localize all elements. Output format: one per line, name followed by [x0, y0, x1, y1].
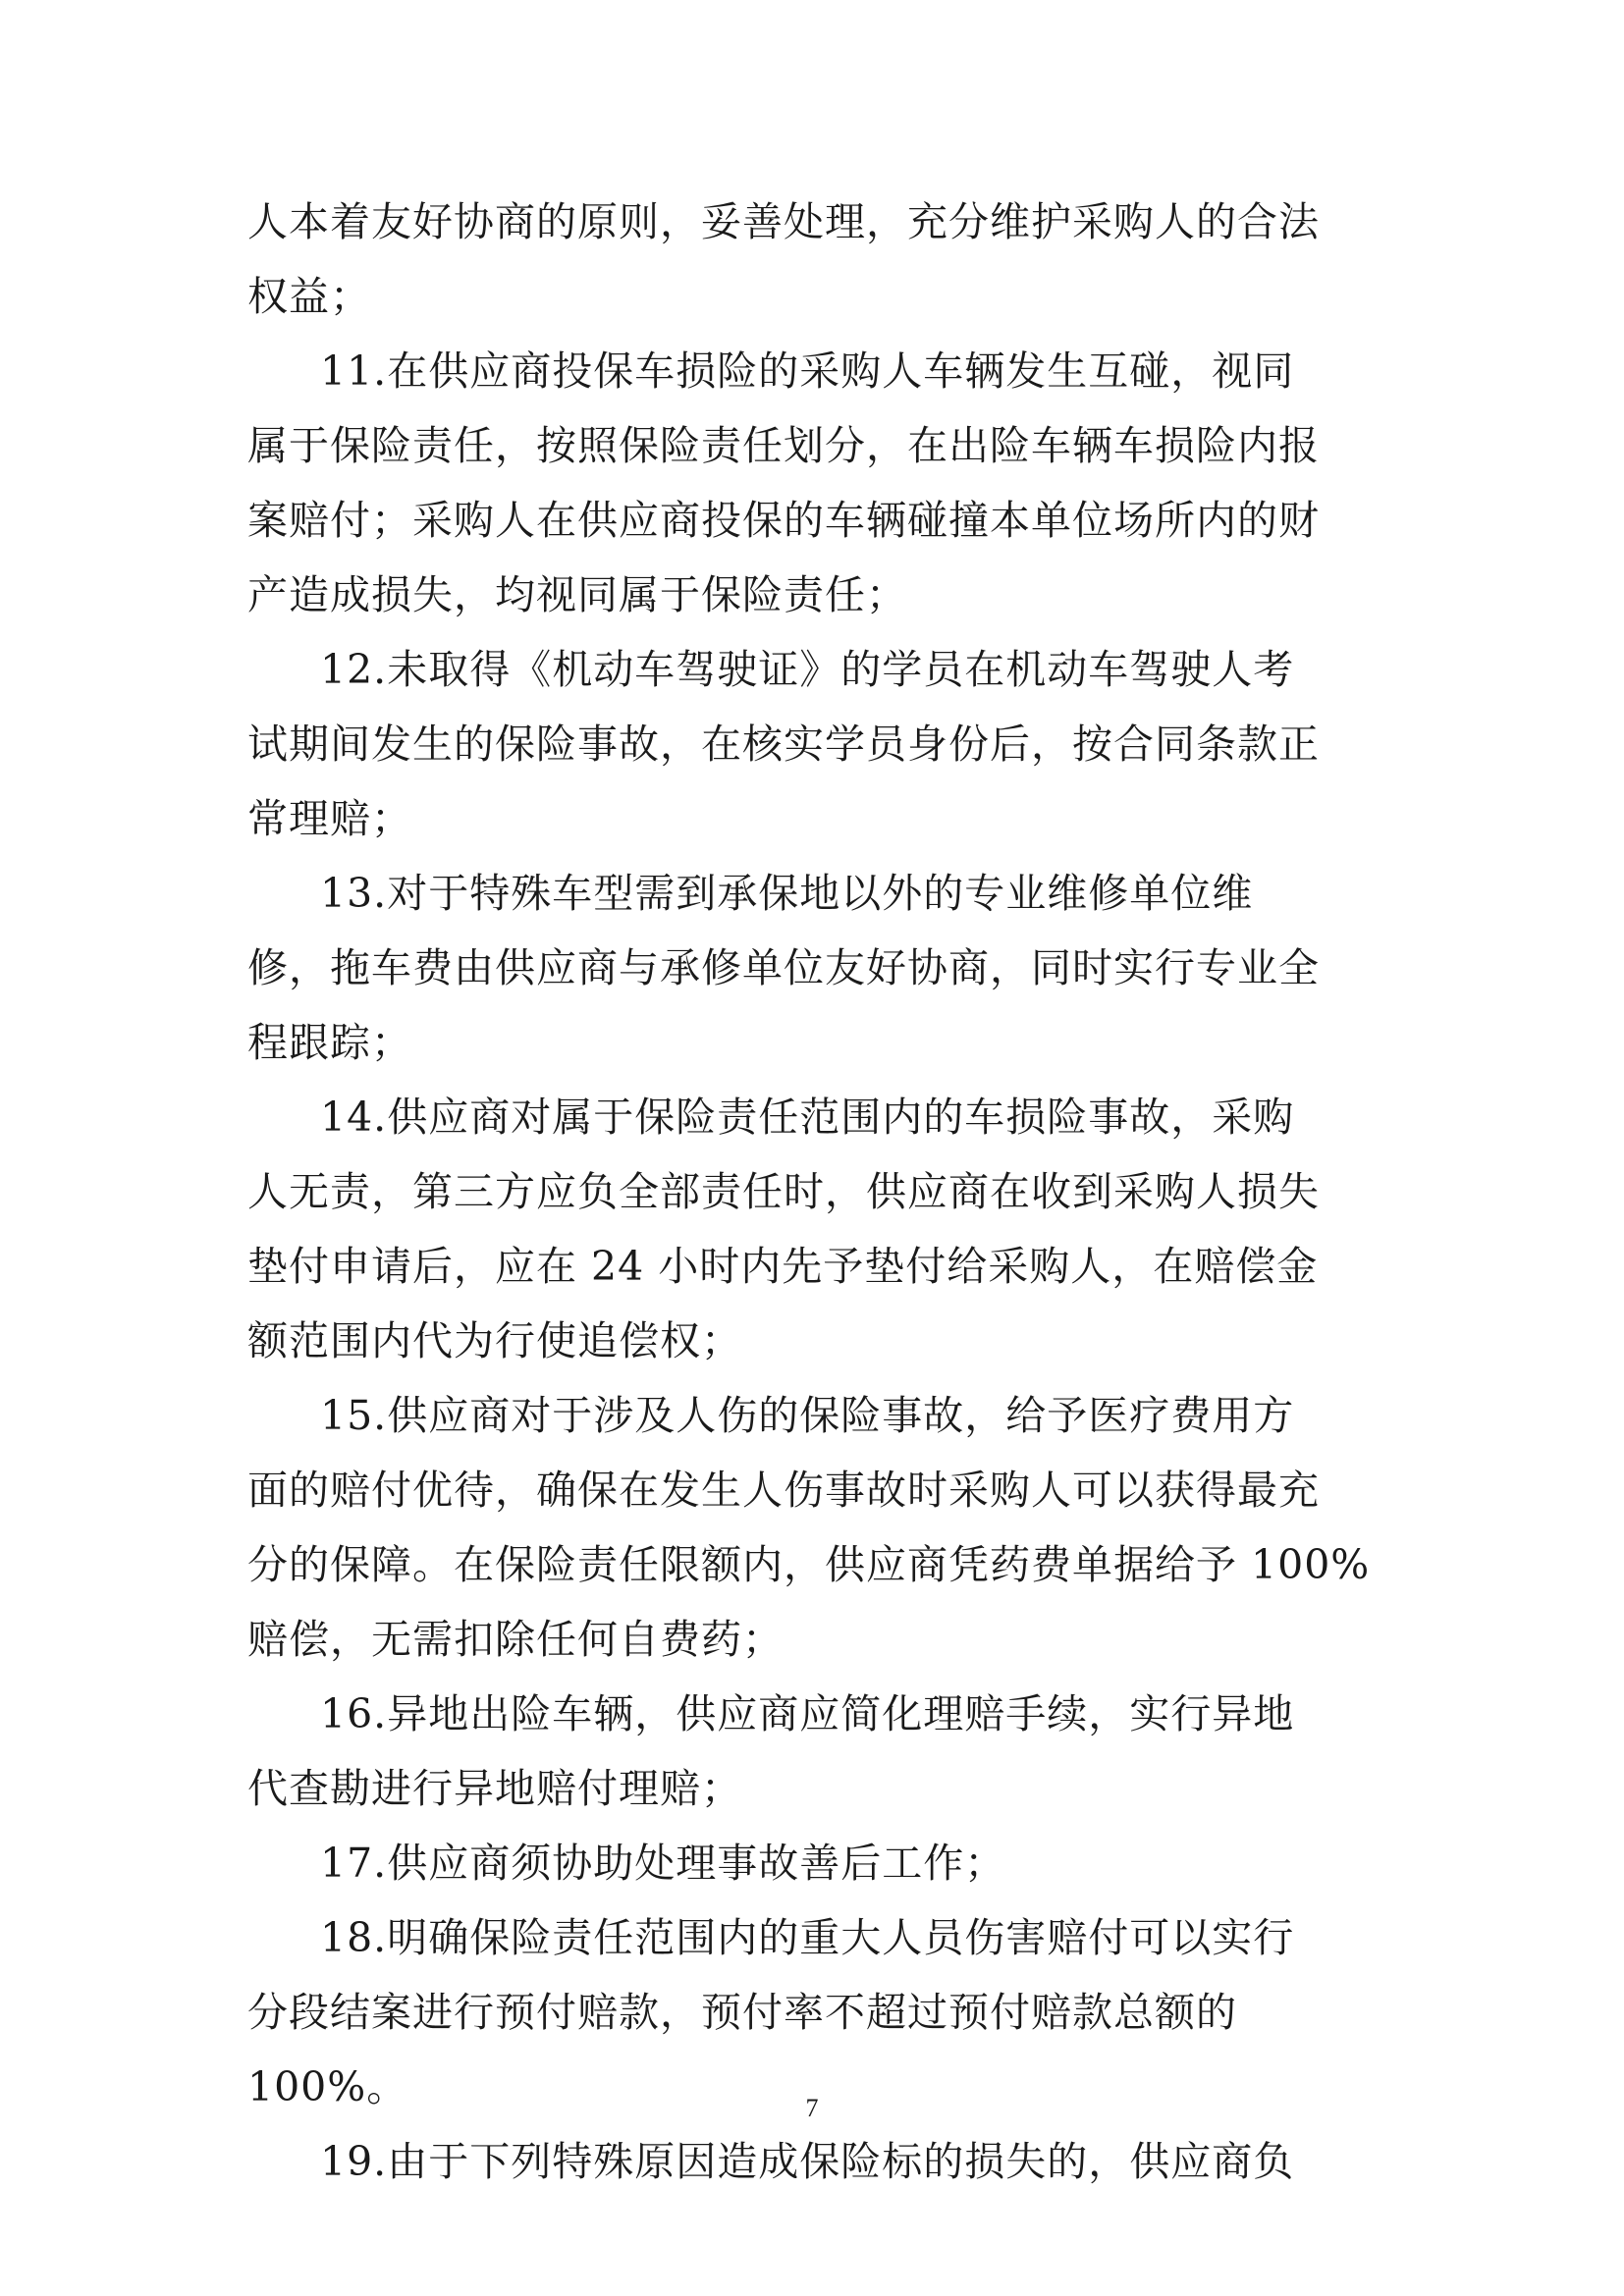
clause-11-line: 11.在供应商投保车损险的采购人车辆发生互碰，视同 [320, 347, 1295, 395]
text-line: 权益； [247, 273, 371, 320]
text-line: 人本着友好协商的原则，妥善处理，充分维护采购人的合法 [247, 198, 1320, 245]
clause-16-line: 16.异地出险车辆，供应商应简化理赔手续，实行异地 [320, 1690, 1295, 1737]
text-line: 面的赔付优待，确保在发生人伤事故时采购人可以获得最充 [247, 1467, 1320, 1514]
text-line: 试期间发生的保险事故，在核实学员身份后，按合同条款正 [247, 721, 1320, 768]
text-line: 产造成损失，均视同属于保险责任； [247, 571, 907, 618]
clause-15-line: 15.供应商对于涉及人伤的保险事故，给予医疗费用方 [320, 1392, 1295, 1439]
text-line: 分的保障。在保险责任限额内，供应商凭药费单据给予 100% [247, 1541, 1371, 1588]
text-line: 属于保险责任，按照保险责任划分，在出险车辆车损险内报 [247, 422, 1320, 469]
document-body [247, 185, 1386, 2199]
text-line: 修，拖车费由供应商与承修单位友好协商，同时实行专业全 [247, 944, 1320, 991]
text-line: 程跟踪； [247, 1019, 412, 1066]
clause-17-line: 17.供应商须协助处理事故善后工作； [320, 1840, 1006, 1887]
text-line: 案赔付；采购人在供应商投保的车辆碰撞本单位场所内的财 [247, 497, 1320, 544]
text-line: 常理赔； [247, 795, 412, 842]
text-line: 额范围内代为行使追偿权； [247, 1317, 742, 1364]
text-line: 代查勘进行异地赔付理赔； [247, 1765, 742, 1812]
text-line: 赔偿，无需扣除任何自费药； [247, 1616, 784, 1663]
text-line: 100%。 [247, 2063, 408, 2110]
clause-12-line: 12.未取得《机动车驾驶证》的学员在机动车驾驶人考 [320, 646, 1295, 693]
text-line: 垫付申请后，应在 24 小时内先予垫付给采购人，在赔偿金 [247, 1243, 1319, 1290]
text-line: 分段结案进行预付赔款，预付率不超过预付赔款总额的 [247, 1989, 1237, 2036]
page-number: 7 [805, 2094, 819, 2122]
text-line: 人无责，第三方应负全部责任时，供应商在收到采购人损失 [247, 1168, 1320, 1215]
clause-14-line: 14.供应商对属于保险责任范围内的车损险事故，采购 [320, 1094, 1295, 1141]
clause-19-line: 19.由于下列特殊原因造成保险标的损失的，供应商负 [320, 2138, 1295, 2185]
clause-13-line: 13.对于特殊车型需到承保地以外的专业维修单位维 [320, 870, 1254, 917]
clause-18-line: 18.明确保险责任范围内的重大人员伤害赔付可以实行 [320, 1914, 1295, 1961]
